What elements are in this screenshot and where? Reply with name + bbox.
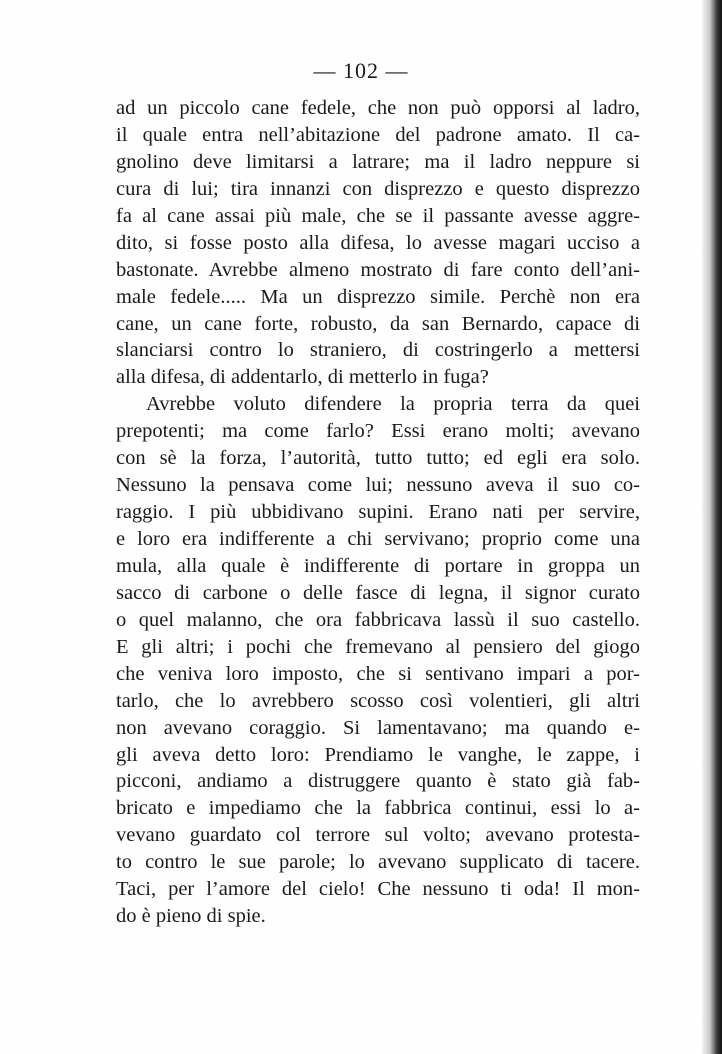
- text-line: mula, alla quale è indifferente di portare in groppa un: [116, 554, 640, 577]
- text-line: cane, un cane forte, robusto, da san Bernardo, capace di: [116, 312, 640, 335]
- text-line: cura di lui; tira innanzi con disprezzo e questo disprezzo: [116, 177, 640, 200]
- text-line: con sè la forza, l’autorità, tutto tutto; ed egli era solo.: [116, 447, 640, 470]
- text-line: slanciarsi contro lo straniero, di costringerlo a mettersi: [116, 339, 640, 362]
- text-line: gnolino deve limitarsi a latrare; ma il ladro neppure si: [116, 150, 640, 173]
- text-line: vevano guardato col terrore sul volto; avevano protesta-: [116, 824, 640, 847]
- text-line: to contro le sue parole; lo avevano supplicato di tacere.: [116, 851, 640, 874]
- page-number: — 102 —: [313, 58, 409, 83]
- text-line: prepotenti; ma come farlo? Essi erano molti; avevano: [116, 420, 640, 443]
- text-line: Taci, per l’amore del cielo! Che nessuno ti oda! Il mon-: [116, 878, 640, 901]
- text-line: Avrebbe voluto difendere la propria terra da quei: [146, 393, 640, 416]
- text-line: fa al cane assai più male, che se il passante avesse aggre-: [116, 204, 640, 227]
- text-line: dito, si fosse posto alla difesa, lo avesse magari ucciso a: [116, 231, 640, 254]
- text-line: alla difesa, di addentarlo, di metterlo in fuga?: [116, 366, 489, 389]
- text-line: bricato e impediamo che la fabbrica continui, essi lo a-: [116, 797, 640, 820]
- text-line: gli aveva detto loro: Prendiamo le vanghe, le zappe, i: [116, 743, 640, 766]
- text-line: E gli altri; i pochi che fremevano al pensiero del giogo: [116, 635, 640, 658]
- text-line: raggio. I più ubbidivano supini. Erano nati per servire,: [116, 501, 640, 524]
- text-line: non avevano coraggio. Si lamentavano; ma quando e-: [116, 716, 640, 739]
- page-edge-shadow: [702, 0, 722, 1054]
- text-line: picconi, andiamo a distruggere quanto è stato già fab-: [116, 770, 640, 793]
- body-text: [116, 95, 640, 930]
- text-line: e loro era indifferente a chi servivano; proprio come una: [116, 528, 640, 550]
- text-line: o quel malanno, che ora fabbricava lassù il suo castello.: [116, 608, 640, 631]
- text-line: il quale entra nell’abitazione del padrone amato. Il ca-: [116, 123, 640, 146]
- text-line: sacco di carbone o delle fasce di legna, il signor curato: [116, 581, 640, 604]
- text-line: bastonate. Avrebbe almeno mostrato di fare conto dell’ani-: [116, 258, 640, 281]
- text-line: Nessuno la pensava come lui; nessuno aveva il suo co-: [116, 474, 640, 497]
- text-line: do è pieno di spie.: [116, 905, 266, 928]
- text-line: tarlo, che lo avrebbero scosso così volentieri, gli altri: [116, 689, 640, 712]
- text-line: male fedele..... Ma un disprezzo simile. Perchè non era: [116, 285, 640, 308]
- text-line: che veniva loro imposto, che si sentivano impari a por-: [116, 662, 640, 685]
- text-line: ad un piccolo cane fedele, che non può opporsi al ladro,: [116, 97, 640, 119]
